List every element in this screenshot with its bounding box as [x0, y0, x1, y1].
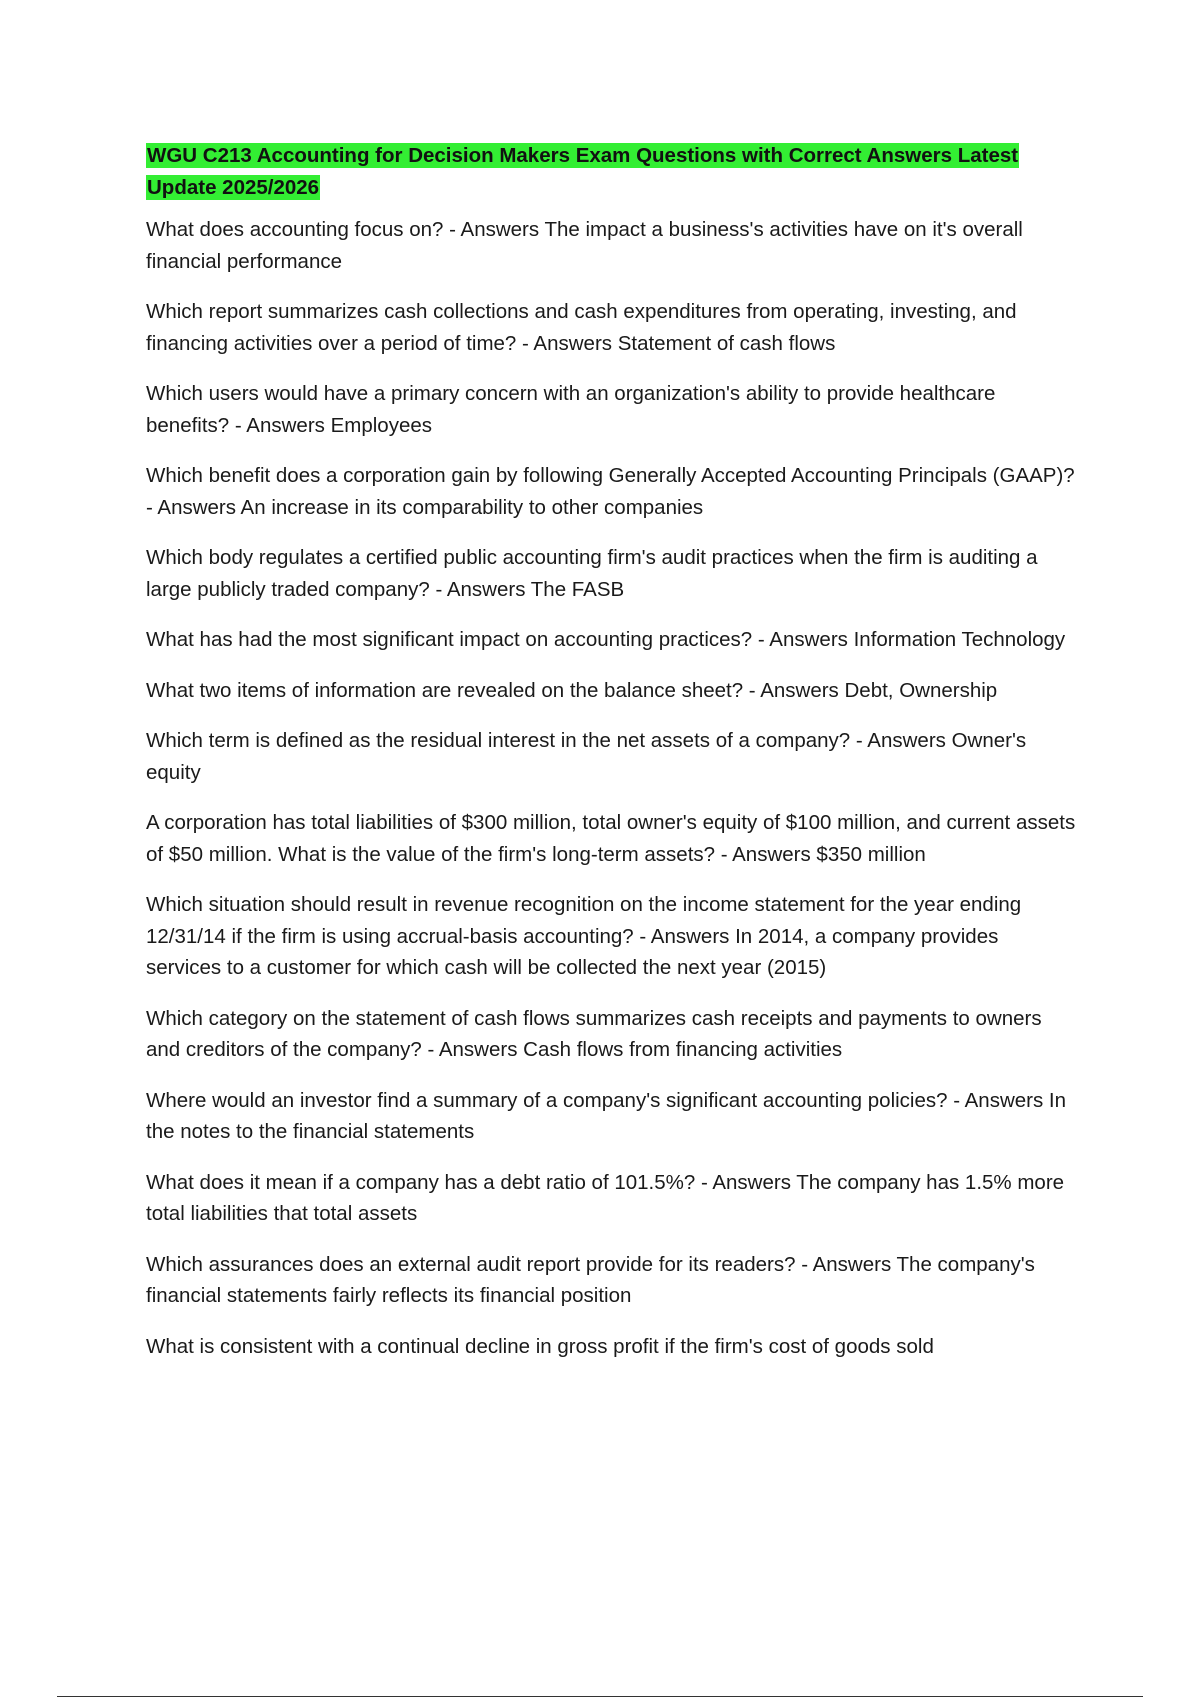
qa-item: Which category on the statement of cash flows summarizes cash receipts and payments to owners and creditors of the company? - Answers Cash flows from financing activities [146, 1006, 1042, 1061]
qa-item: Which situation should result in revenue recognition on the income statement for the year ending 12/31/14 if the firm is using accrual-basis accounting? - Answers In 2014, a company provides services to a customer for which cash will be collected the next year (2015) [146, 893, 1022, 979]
qa-item: Which term is defined as the residual interest in the net assets of a company? - Answers Owner's equity [146, 729, 1027, 784]
qa-item: What does accounting focus on? - Answers The impact a business's activities have on it's overall financial performance [146, 218, 1023, 273]
document-body [146, 140, 1076, 1381]
qa-item: Where would an investor find a summary of a company's significant accounting policies? - Answers In the notes to the financial statements [146, 1088, 1067, 1143]
qa-item: What does it mean if a company has a debt ratio of 101.5%? - Answers The company has 1.5% more total liabilities that total assets [146, 1170, 1065, 1225]
qa-item: Which assurances does an external audit report provide for its readers? - Answers The company's financial statements fairly reflects its financial position [146, 1252, 1035, 1307]
document-title-text: WGU C213 Accounting for Decision Makers Exam Questions with Correct Answers Latest Update 2025/2026 [147, 144, 1019, 199]
qa-item: What two items of information are revealed on the balance sheet? - Answers Debt, Ownership [146, 678, 998, 702]
qa-item: Which body regulates a certified public accounting firm's audit practices when the firm is auditing a large publicly traded company? - Answers The FASB [146, 546, 1038, 601]
page-bottom-rule [57, 1696, 1143, 1697]
qa-item: What is consistent with a continual decline in gross profit if the firm's cost of goods sold [146, 1334, 934, 1358]
document-title [146, 140, 1076, 204]
qa-item: Which users would have a primary concern with an organization's ability to provide healthcare benefits? - Answers Employees [146, 382, 996, 437]
qa-item: A corporation has total liabilities of $300 million, total owner's equity of $100 million, and current assets of $50 million. What is the value of the firm's long-term assets? - Answers $350 million [146, 811, 1076, 866]
qa-item: What has had the most significant impact on accounting practices? - Answers Information Technology [146, 628, 1066, 651]
qa-item: Which report summarizes cash collections and cash expenditures from operating, investing, and financing activities over a period of time? - Answers Statement of cash flows [146, 300, 1017, 355]
qa-item: Which benefit does a corporation gain by following Generally Accepted Accounting Principals (GAAP)? - Answers An increase in its comparability to other companies [146, 464, 1075, 519]
